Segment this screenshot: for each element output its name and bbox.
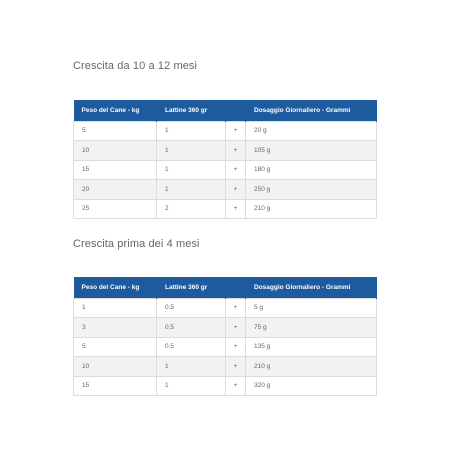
cell-dog-weight: 3: [74, 318, 157, 338]
table-row: [74, 376, 377, 396]
header-cans: Lattine 360 gr: [157, 100, 226, 121]
cell-daily-dosage: 320 g: [246, 376, 377, 396]
cell-daily-dosage: 210 g: [246, 199, 377, 219]
cell-cans: 1: [157, 121, 226, 141]
cell-dog-weight: 10: [74, 357, 157, 377]
cell-cans: 1: [157, 141, 226, 161]
cell-daily-dosage: 75 g: [246, 318, 377, 338]
dosage-table-growth-before-4-months: [73, 277, 377, 396]
cell-daily-dosage: 135 g: [246, 337, 377, 357]
cell-cans: 2: [157, 199, 226, 219]
cell-dog-weight: 10: [74, 141, 157, 161]
cell-cans: 1: [157, 180, 226, 200]
table-header-row: [74, 277, 377, 298]
cell-plus: +: [226, 337, 246, 357]
table-row: [74, 160, 377, 180]
cell-cans: 0.5: [157, 298, 226, 318]
cell-dog-weight: 20: [74, 180, 157, 200]
header-dog-weight: Peso del Cane - kg: [74, 277, 157, 298]
header-cans: Lattine 360 gr: [157, 277, 226, 298]
cell-plus: +: [226, 199, 246, 219]
table-row: [74, 121, 377, 141]
cell-daily-dosage: 20 g: [246, 121, 377, 141]
cell-daily-dosage: 5 g: [246, 298, 377, 318]
table-row: [74, 337, 377, 357]
cell-cans: 1: [157, 376, 226, 396]
cell-cans: 0.5: [157, 337, 226, 357]
cell-cans: 1: [157, 357, 226, 377]
table-row: [74, 141, 377, 161]
table-row: [74, 318, 377, 338]
cell-plus: +: [226, 298, 246, 318]
cell-daily-dosage: 180 g: [246, 160, 377, 180]
cell-daily-dosage: 105 g: [246, 141, 377, 161]
dosage-table-growth-10-12-months: [73, 100, 377, 219]
table-row: [74, 298, 377, 318]
cell-cans: 1: [157, 160, 226, 180]
cell-plus: +: [226, 357, 246, 377]
cell-dog-weight: 1: [74, 298, 157, 318]
section-title-growth-before-4-months: Crescita prima dei 4 mesi: [73, 238, 200, 250]
cell-cans: 0.5: [157, 318, 226, 338]
cell-plus: +: [226, 160, 246, 180]
cell-daily-dosage: 210 g: [246, 357, 377, 377]
cell-dog-weight: 25: [74, 199, 157, 219]
section-title-growth-10-12-months: Crescita da 10 a 12 mesi: [73, 60, 198, 72]
table-row: [74, 180, 377, 200]
header-daily-dosage: Dosaggio Giornaliero - Grammi: [246, 100, 377, 121]
table-row: [74, 357, 377, 377]
cell-dog-weight: 5: [74, 121, 157, 141]
cell-plus: +: [226, 376, 246, 396]
cell-plus: +: [226, 318, 246, 338]
cell-plus: +: [226, 180, 246, 200]
header-plus: [226, 100, 246, 121]
table-row: [74, 199, 377, 219]
header-plus: [226, 277, 246, 298]
table-header-row: [74, 100, 377, 121]
cell-daily-dosage: 250 g: [246, 180, 377, 200]
cell-dog-weight: 5: [74, 337, 157, 357]
cell-dog-weight: 15: [74, 376, 157, 396]
header-dog-weight: Peso del Cane - kg: [74, 100, 157, 121]
header-daily-dosage: Dosaggio Giornaliero - Grammi: [246, 277, 377, 298]
cell-plus: +: [226, 141, 246, 161]
cell-plus: +: [226, 121, 246, 141]
cell-dog-weight: 15: [74, 160, 157, 180]
